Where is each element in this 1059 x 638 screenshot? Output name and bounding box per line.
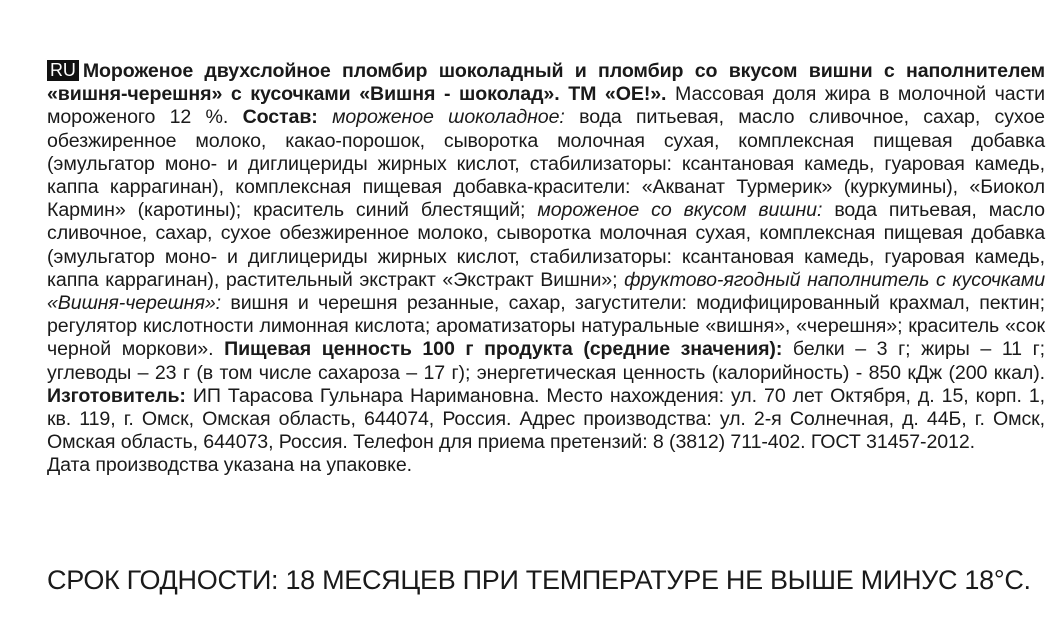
filling-ingredients: вишня и черешня резанные, сахар, загустители: модифицированный крахмал, пектин; регулятор кислотности лимонная кислота; ароматизаторы натуральные «вишня», «черешня»; краситель «сок черной моркови». — [47, 292, 1045, 361]
nutrition-values: белки – 3 г; жиры – 11 г; углеводы – 23 г (в том числе сахароза – 17 г); энергетическая ценность (калорийность) - 850 кДж (200 ккал). — [47, 338, 1045, 384]
chocolate-ice-cream-ingredients: вода питьевая, масло сливочное, сахар, сухое обезжиренное молоко, какао-порошок, сыворотка молочная сухая, комплексная пищевая добавка (эмульгатор моно- и диглицериды жирных кислот, стабилизаторы: ксантановая камедь, гуаровая камедь, каппа каррагинан), комплексная пищевая добавка-красители: «Акванат Турмерик» (куркумины), «Биокол Кармин» (каротины); краситель синий блестящий; — [47, 106, 1045, 222]
product-label-text — [47, 60, 1045, 478]
fat-content: Массовая доля жира в молочной части мороженого 12 %. — [47, 83, 1045, 129]
language-badge: RU — [47, 60, 79, 81]
composition-label: Состав: — [242, 106, 318, 129]
production-date-note: Дата производства указана на упаковке. — [47, 454, 412, 477]
cherry-ice-cream-ingredients: вода питьевая, масло сливочное, сахар, сухое обезжиренное молоко, сыворотка молочная сухая, комплексная пищевая добавка (эмульгатор моно- и диглицериды жирных кислот, стабилизаторы: ксантановая камедь, гуаровая камедь, каппа каррагинан), растительный экстракт «Экстракт Вишни»; — [47, 199, 1045, 291]
manufacturer-label: Изготовитель: — [47, 384, 186, 407]
cherry-ice-cream-label: мороженое со вкусом вишни: — [537, 199, 823, 222]
shelf-life: СРОК ГОДНОСТИ: 18 МЕСЯЦЕВ ПРИ ТЕМПЕРАТУРЕ НЕ ВЫШЕ МИНУС 18°С. — [47, 565, 1031, 595]
manufacturer-info: ИП Тарасова Гульнара Наримановна. Место нахождения: ул. 70 лет Октября, д. 15, корп. 1, кв. 119, г. Омск, Омская область, 644074, Россия. Адрес производства: ул. 2-я Солнечная, д. 44Б, г. Омск, Омская область, 644073, Россия. Телефон для приема претензий: 8 (3812) 711-402. ГОСТ 31457-2012. — [47, 384, 1045, 454]
filling-label: фруктово-ягодный наполнитель с кусочками «Вишня-черешня»: — [47, 268, 1045, 315]
product-name: Мороженое двухслойное пломбир шоколадный и пломбир со вкусом вишни с наполнителем «вишня-черешня» с кусочками «Вишня - шоколад». ТМ «ОЕ!». — [47, 60, 1045, 106]
nutrition-label: Пищевая ценность 100 г продукта (средние значения): — [224, 338, 783, 361]
chocolate-ice-cream-label: мороженое шоколадное: — [332, 106, 565, 129]
